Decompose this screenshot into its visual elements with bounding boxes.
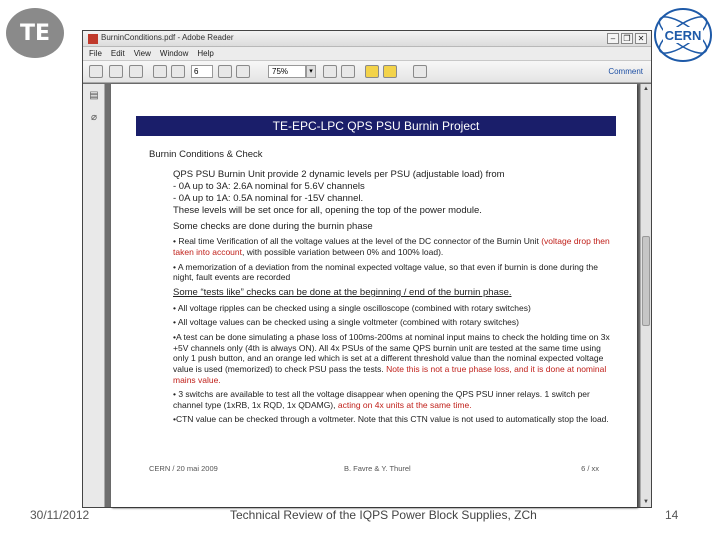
menu-help[interactable]: Help: [197, 49, 214, 58]
toolbar: [83, 61, 651, 83]
vertical-scrollbar[interactable]: [640, 84, 651, 507]
zoom-in-icon[interactable]: [236, 65, 250, 78]
minimize-button[interactable]: –: [607, 33, 619, 44]
menu-view[interactable]: View: [133, 49, 151, 58]
document-body: [173, 169, 613, 425]
tests-title: Some “tests like” checks can be done at the beginning / end of the burnin phase.: [173, 286, 512, 298]
scroll-down-icon[interactable]: ▼: [643, 499, 649, 505]
fit-width-icon[interactable]: [341, 65, 355, 78]
slide-date: 30/11/2012: [30, 508, 90, 522]
check-item-text: • Real time Verification of all the voltage values at the level of the DC connector of the Burnin Unit: [173, 236, 539, 247]
menu-edit[interactable]: Edit: [110, 49, 125, 58]
adobe-app-icon: [88, 34, 98, 44]
test-item-text: • 3 switchs are available to test all the voltage disappear when opening the QPS PSU inner relays. 1 switch per channel type (1xRB, 1x RQD, 1x QDAMG),: [173, 389, 590, 410]
intro-line: QPS PSU Burnin Unit provide 2 dynamic levels per PSU (adjustable load) from: [173, 169, 505, 180]
menu-window[interactable]: Window: [159, 49, 189, 58]
fit-page-icon[interactable]: [323, 65, 337, 78]
highlight-icon[interactable]: [383, 65, 397, 78]
expand-icon[interactable]: [413, 65, 427, 78]
navigation-panel: [83, 84, 105, 507]
test-item: [173, 332, 613, 385]
window-title: BurninConditions.pdf - Adobe Reader: [101, 33, 234, 42]
pages-icon[interactable]: ▤: [89, 90, 99, 101]
check-item-red-text: (voltage drop then taken into account: [173, 236, 610, 257]
test-item: • All voltage ripples can be checked using a single oscilloscope (combined with rotary switches): [173, 302, 531, 313]
comment-button[interactable]: Comment: [608, 67, 643, 76]
sticky-note-icon[interactable]: [365, 65, 379, 78]
zoom-dropdown-icon[interactable]: ▾: [306, 65, 316, 78]
test-item: [173, 389, 613, 410]
check-item-text: , with possible variation between 0% and 100% load).: [242, 247, 444, 257]
zoom-level-input[interactable]: 75%: [268, 65, 306, 78]
test-item: •CTN value can be checked through a voltmeter. Note that this CTN value is not used to automatically stop the load.: [173, 414, 609, 425]
previous-page-icon[interactable]: [153, 65, 167, 78]
page-number-input[interactable]: 6: [191, 65, 213, 78]
test-item-text: •A test can be done simulating a phase loss of 100ms-200ms at nominal input mains to check the holding time on 3x +5V channels only (4th is always ON). All 4x PSUs of the same QPS burnin unit are tested at the same time using only 1 push button, and an orange led which is set at a different threshold value than the nominal expected voltage value is used (memorized) to check PSU pass the tests.: [173, 332, 610, 374]
document-footer-left: CERN / 20 mai 2009: [149, 464, 218, 473]
document-footer-right: 6 / xx: [581, 464, 599, 473]
test-item: • All voltage values can be checked using a single voltmeter (combined with rotary switches): [173, 317, 519, 328]
document-banner: TE-EPC-LPC QPS PSU Burnin Project: [136, 116, 616, 136]
save-icon[interactable]: [89, 65, 103, 78]
test-item-red-text: Note this is not a true phase loss, and it is done at nominal mains value.: [173, 363, 607, 385]
document-page: [111, 84, 637, 507]
check-item: • A memorization of a deviation from the nominal expected voltage value, so that even if burnin is done during the night, fault events are recorded: [173, 261, 598, 283]
document-footer: [149, 464, 619, 474]
document-heading: Burnin Conditions & Check: [149, 149, 263, 160]
te-logo: TE: [6, 8, 64, 58]
intro-line: - 0A up to 1A: 0.5A nominal for -15V channel.: [173, 192, 364, 204]
pdf-reader-window: [82, 30, 652, 508]
document-footer-center: B. Favre & Y. Thurel: [344, 464, 411, 473]
window-titlebar[interactable]: [83, 31, 651, 47]
slide-footer: Technical Review of the IQPS Power Block Supplies, ZCh: [230, 508, 537, 522]
intro-line: These levels will be set once for all, opening the top of the power module.: [173, 204, 482, 216]
menu-file[interactable]: File: [89, 49, 102, 58]
email-icon[interactable]: [129, 65, 143, 78]
scroll-thumb[interactable]: [642, 236, 650, 326]
cern-logo-text: CERN: [664, 28, 702, 43]
next-page-icon[interactable]: [171, 65, 185, 78]
test-item-red-text: acting on 4x units at the same time.: [335, 399, 472, 410]
checks-title: Some checks are done during the burnin phase: [173, 220, 373, 232]
menu-bar: [83, 47, 651, 61]
close-button[interactable]: ✕: [635, 33, 647, 44]
scroll-up-icon[interactable]: ▲: [643, 86, 649, 92]
intro-line: - 0A up to 3A: 2.6A nominal for 5.6V channels: [173, 180, 365, 192]
print-icon[interactable]: [109, 65, 123, 78]
cern-logo: [652, 6, 714, 64]
attachments-icon[interactable]: ⌀: [90, 112, 98, 123]
slide-page-number: 14: [665, 508, 679, 522]
restore-button[interactable]: ❐: [621, 33, 633, 44]
zoom-out-icon[interactable]: [218, 65, 232, 78]
check-item: [173, 236, 613, 257]
